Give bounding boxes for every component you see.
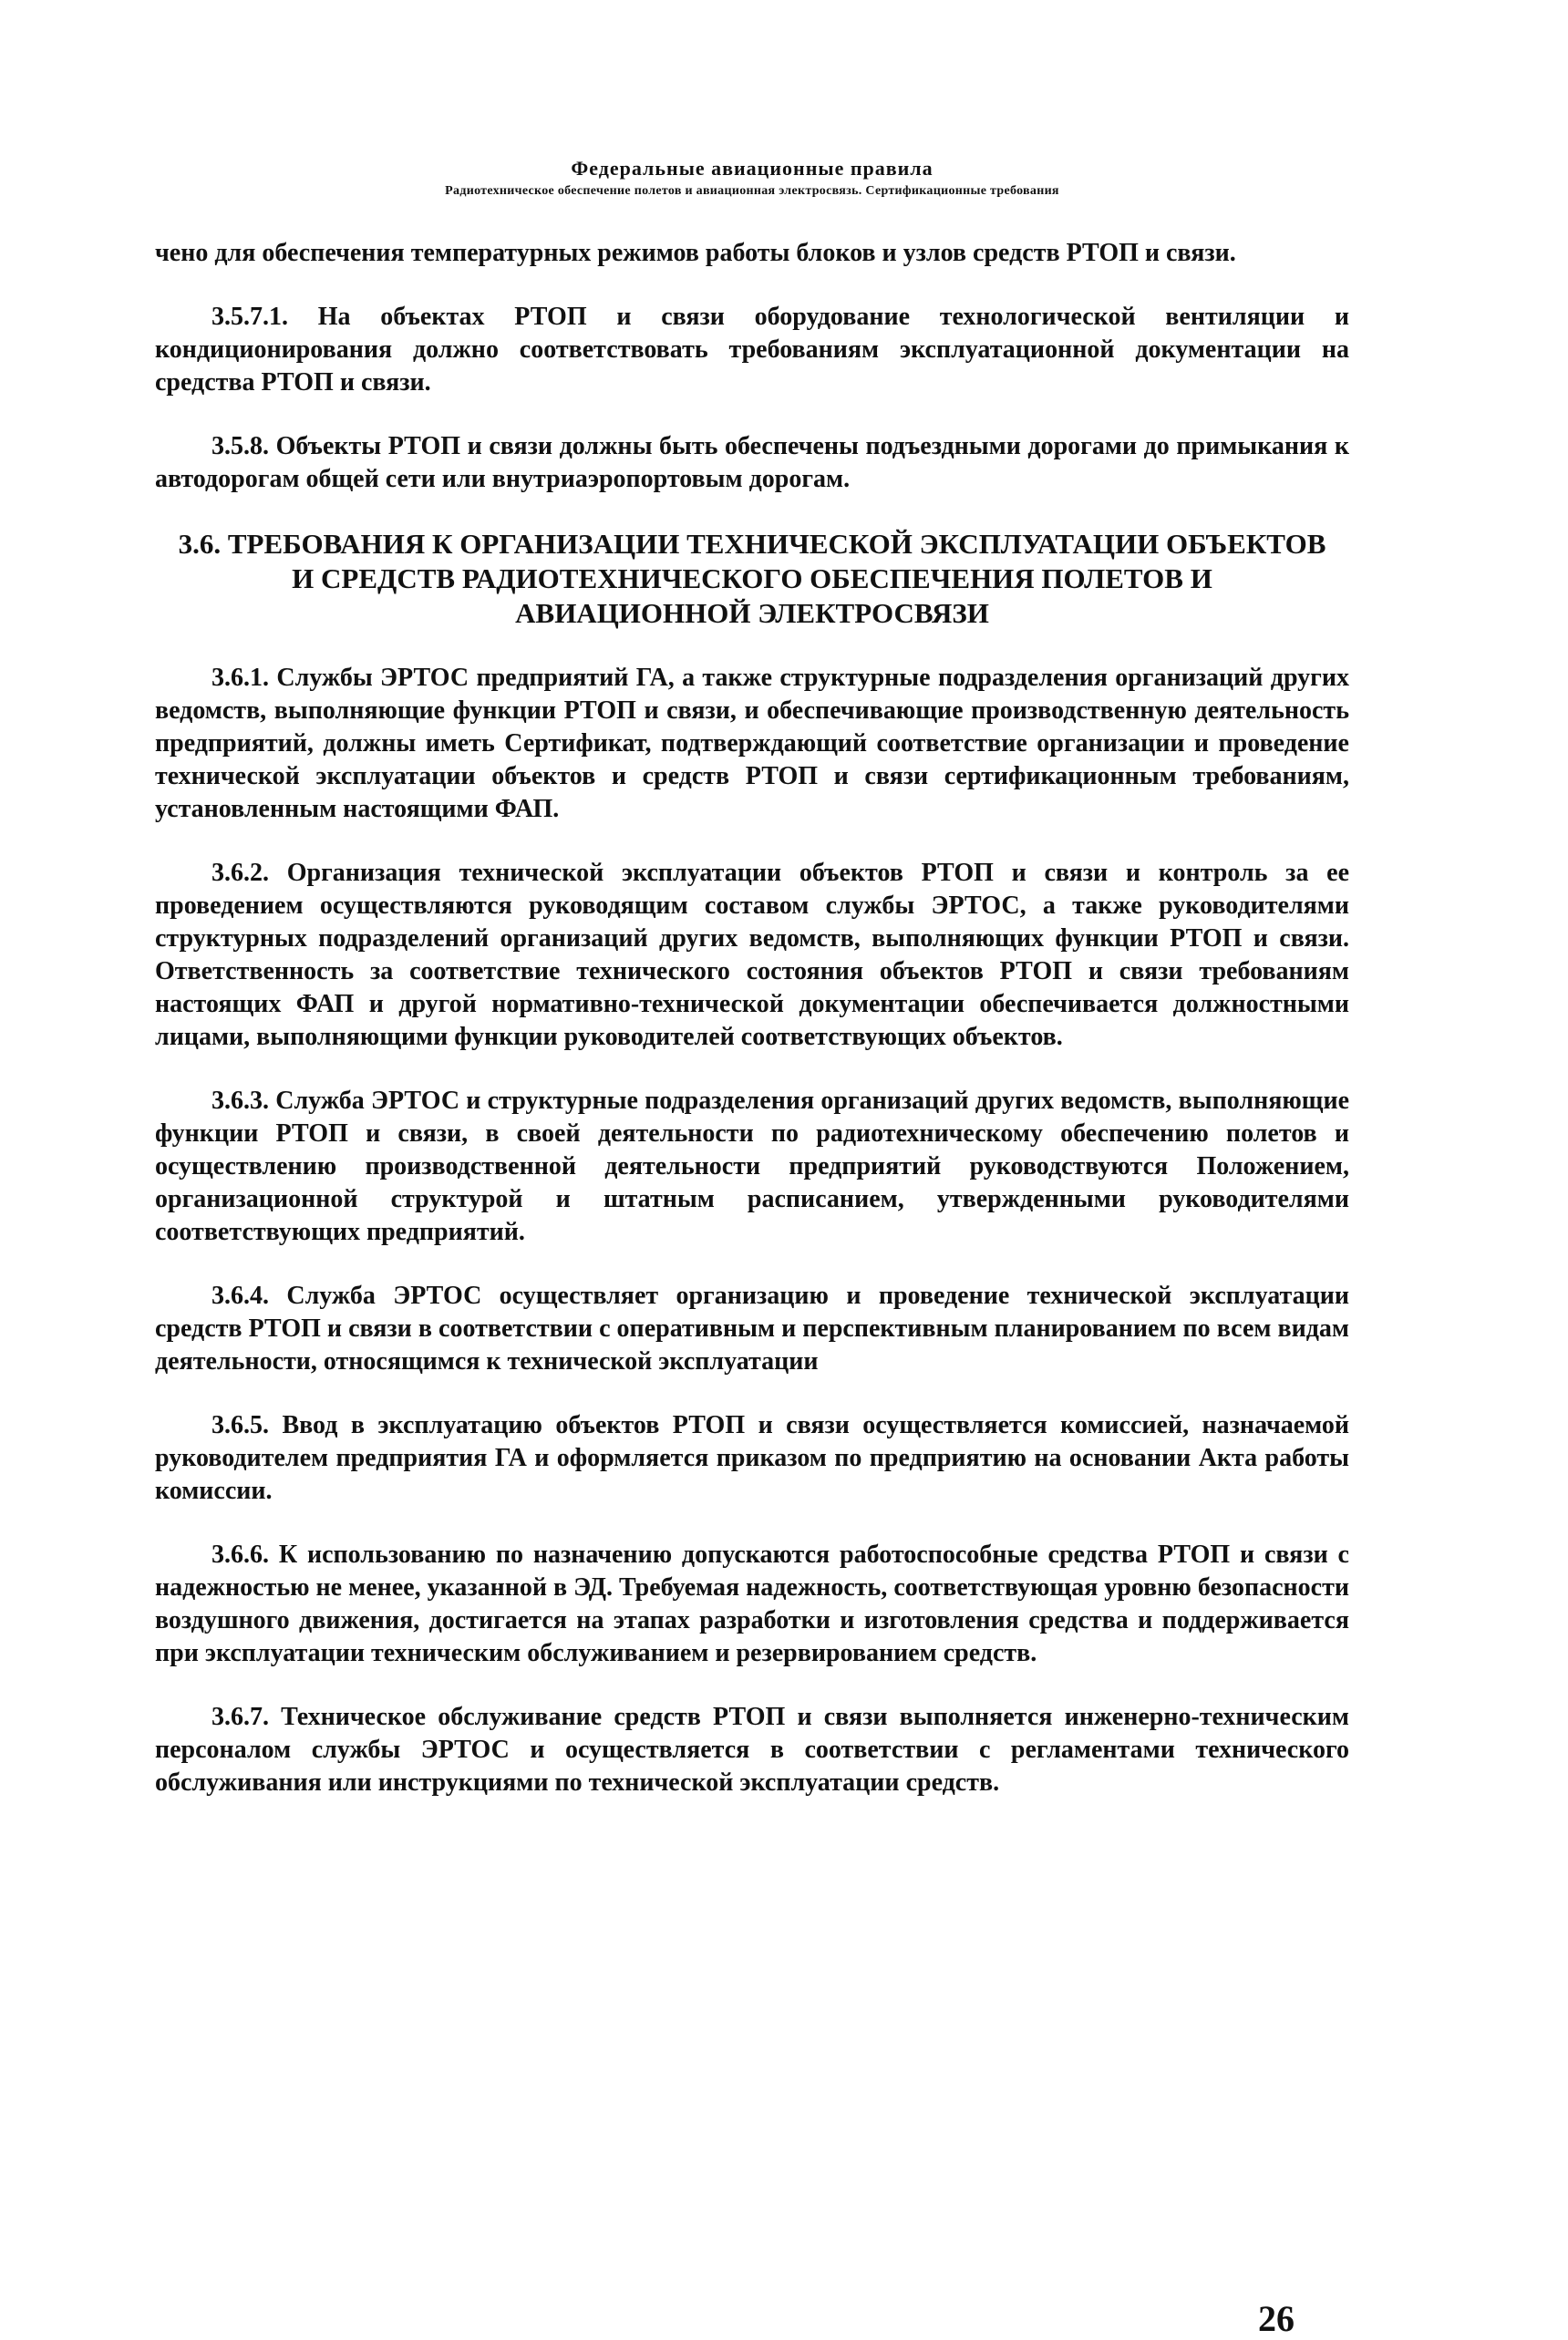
- paragraph-3-6-1: 3.6.1. Службы ЭРТОС предприятий ГА, а также структурные подразделения организаций других ведомств, выполняющие функции РТОП и связи, и обеспечивающие производственную деятельность предприятий, должны иметь Сертификат, подтверждающий соответствие организации и проведение технической эксплуатации объектов и средств РТОП и связи сертификационным требованиям, установленным настоящими ФАП.: [155, 664, 1349, 823]
- document-page: [155, 146, 1350, 2339]
- header-title: Федеральные авиационные правила: [571, 157, 934, 180]
- paragraph-3-6-4: 3.6.4. Служба ЭРТОС осуществляет организацию и проведение технической эксплуатации средств РТОП и связи в соответствии с оперативным и перспективным планированием по всем видам деятельности, относящимся к технической эксплуатации: [155, 1282, 1349, 1376]
- section-heading-3-6: 3.6. ТРЕБОВАНИЯ К ОРГАНИЗАЦИИ ТЕХНИЧЕСКОЙ ЭКСПЛУАТАЦИИ ОБЪЕКТОВ И СРЕДСТВ РАДИОТЕХНИЧЕСКОГО ОБЕСПЕЧЕНИЯ ПОЛЕТОВ И АВИАЦИОННОЙ ЭЛЕКТРОСВЯЗИ: [178, 528, 1326, 629]
- document-body: [155, 237, 1349, 1799]
- paragraph-3-5-8: 3.5.8. Объекты РТОП и связи должны быть обеспечены подъездными дорогами до примыкания к автодорогам общей сети или внутриаэропортовым дорогам.: [155, 432, 1349, 493]
- header-subtitle: Радиотехническое обеспечение полетов и авиационная электросвязь. Сертификационные требования: [445, 184, 1059, 198]
- paragraph-3-6-2: 3.6.2. Организация технической эксплуатации объектов РТОП и связи и контроль за ее проведением осуществляются руководящим составом службы ЭРТОС, а также руководителями структурных подразделений организаций других ведомств, выполняющих функции РТОП и связи. Ответственность за соответствие технического состояния объектов РТОП и связи требованиям настоящих ФАП и другой нормативно-технической документации обеспечивается должностными лицами, выполняющими функции руководителей соответствующих объектов.: [155, 859, 1350, 1051]
- paragraph-3-6-5: 3.6.5. Ввод в эксплуатацию объектов РТОП и связи осуществляется комиссией, назначаемой руководителем предприятия ГА и оформляется приказом по предприятию на основании Акта работы комиссии.: [155, 1411, 1350, 1505]
- page-number: 26: [1258, 2298, 1295, 2339]
- paragraph-3-6-7: 3.6.7. Техническое обслуживание средств РТОП и связи выполняется инженерно-техническим персоналом службы ЭРТОС и осуществляется в соответствии с регламентами технического обслуживания или инструкциями по технической эксплуатации средств.: [155, 1703, 1349, 1797]
- paragraph-3-6-3: 3.6.3. Служба ЭРТОС и структурные подразделения организаций других ведомств, выполняющие функции РТОП и связи, в своей деятельности по радиотехническому обеспечению полетов и осуществлению производственной деятельности предприятий руководствуются Положением, организационной структурой и штатным расписанием, утвержденными руководителями соответствующих предприятий.: [155, 1087, 1350, 1246]
- paragraph-continued: чено для обеспечения температурных режимов работы блоков и узлов средств РТОП и связи.: [155, 239, 1236, 267]
- paragraph-3-5-7-1: 3.5.7.1. На объектах РТОП и связи оборудование технологической вентиляции и кондиционирования должно соответствовать требованиям эксплуатационной документации на средства РТОП и связи.: [155, 303, 1350, 397]
- paragraph-3-6-6: 3.6.6. К использованию по назначению допускаются работоспособные средства РТОП и связи с надежностью не менее, указанной в ЭД. Требуемая надежность, соответствующая уровню безопасности воздушного движения, достигается на этапах разработки и изготовления средства и поддерживается при эксплуатации техническим обслуживанием и резервированием средств.: [155, 1541, 1349, 1667]
